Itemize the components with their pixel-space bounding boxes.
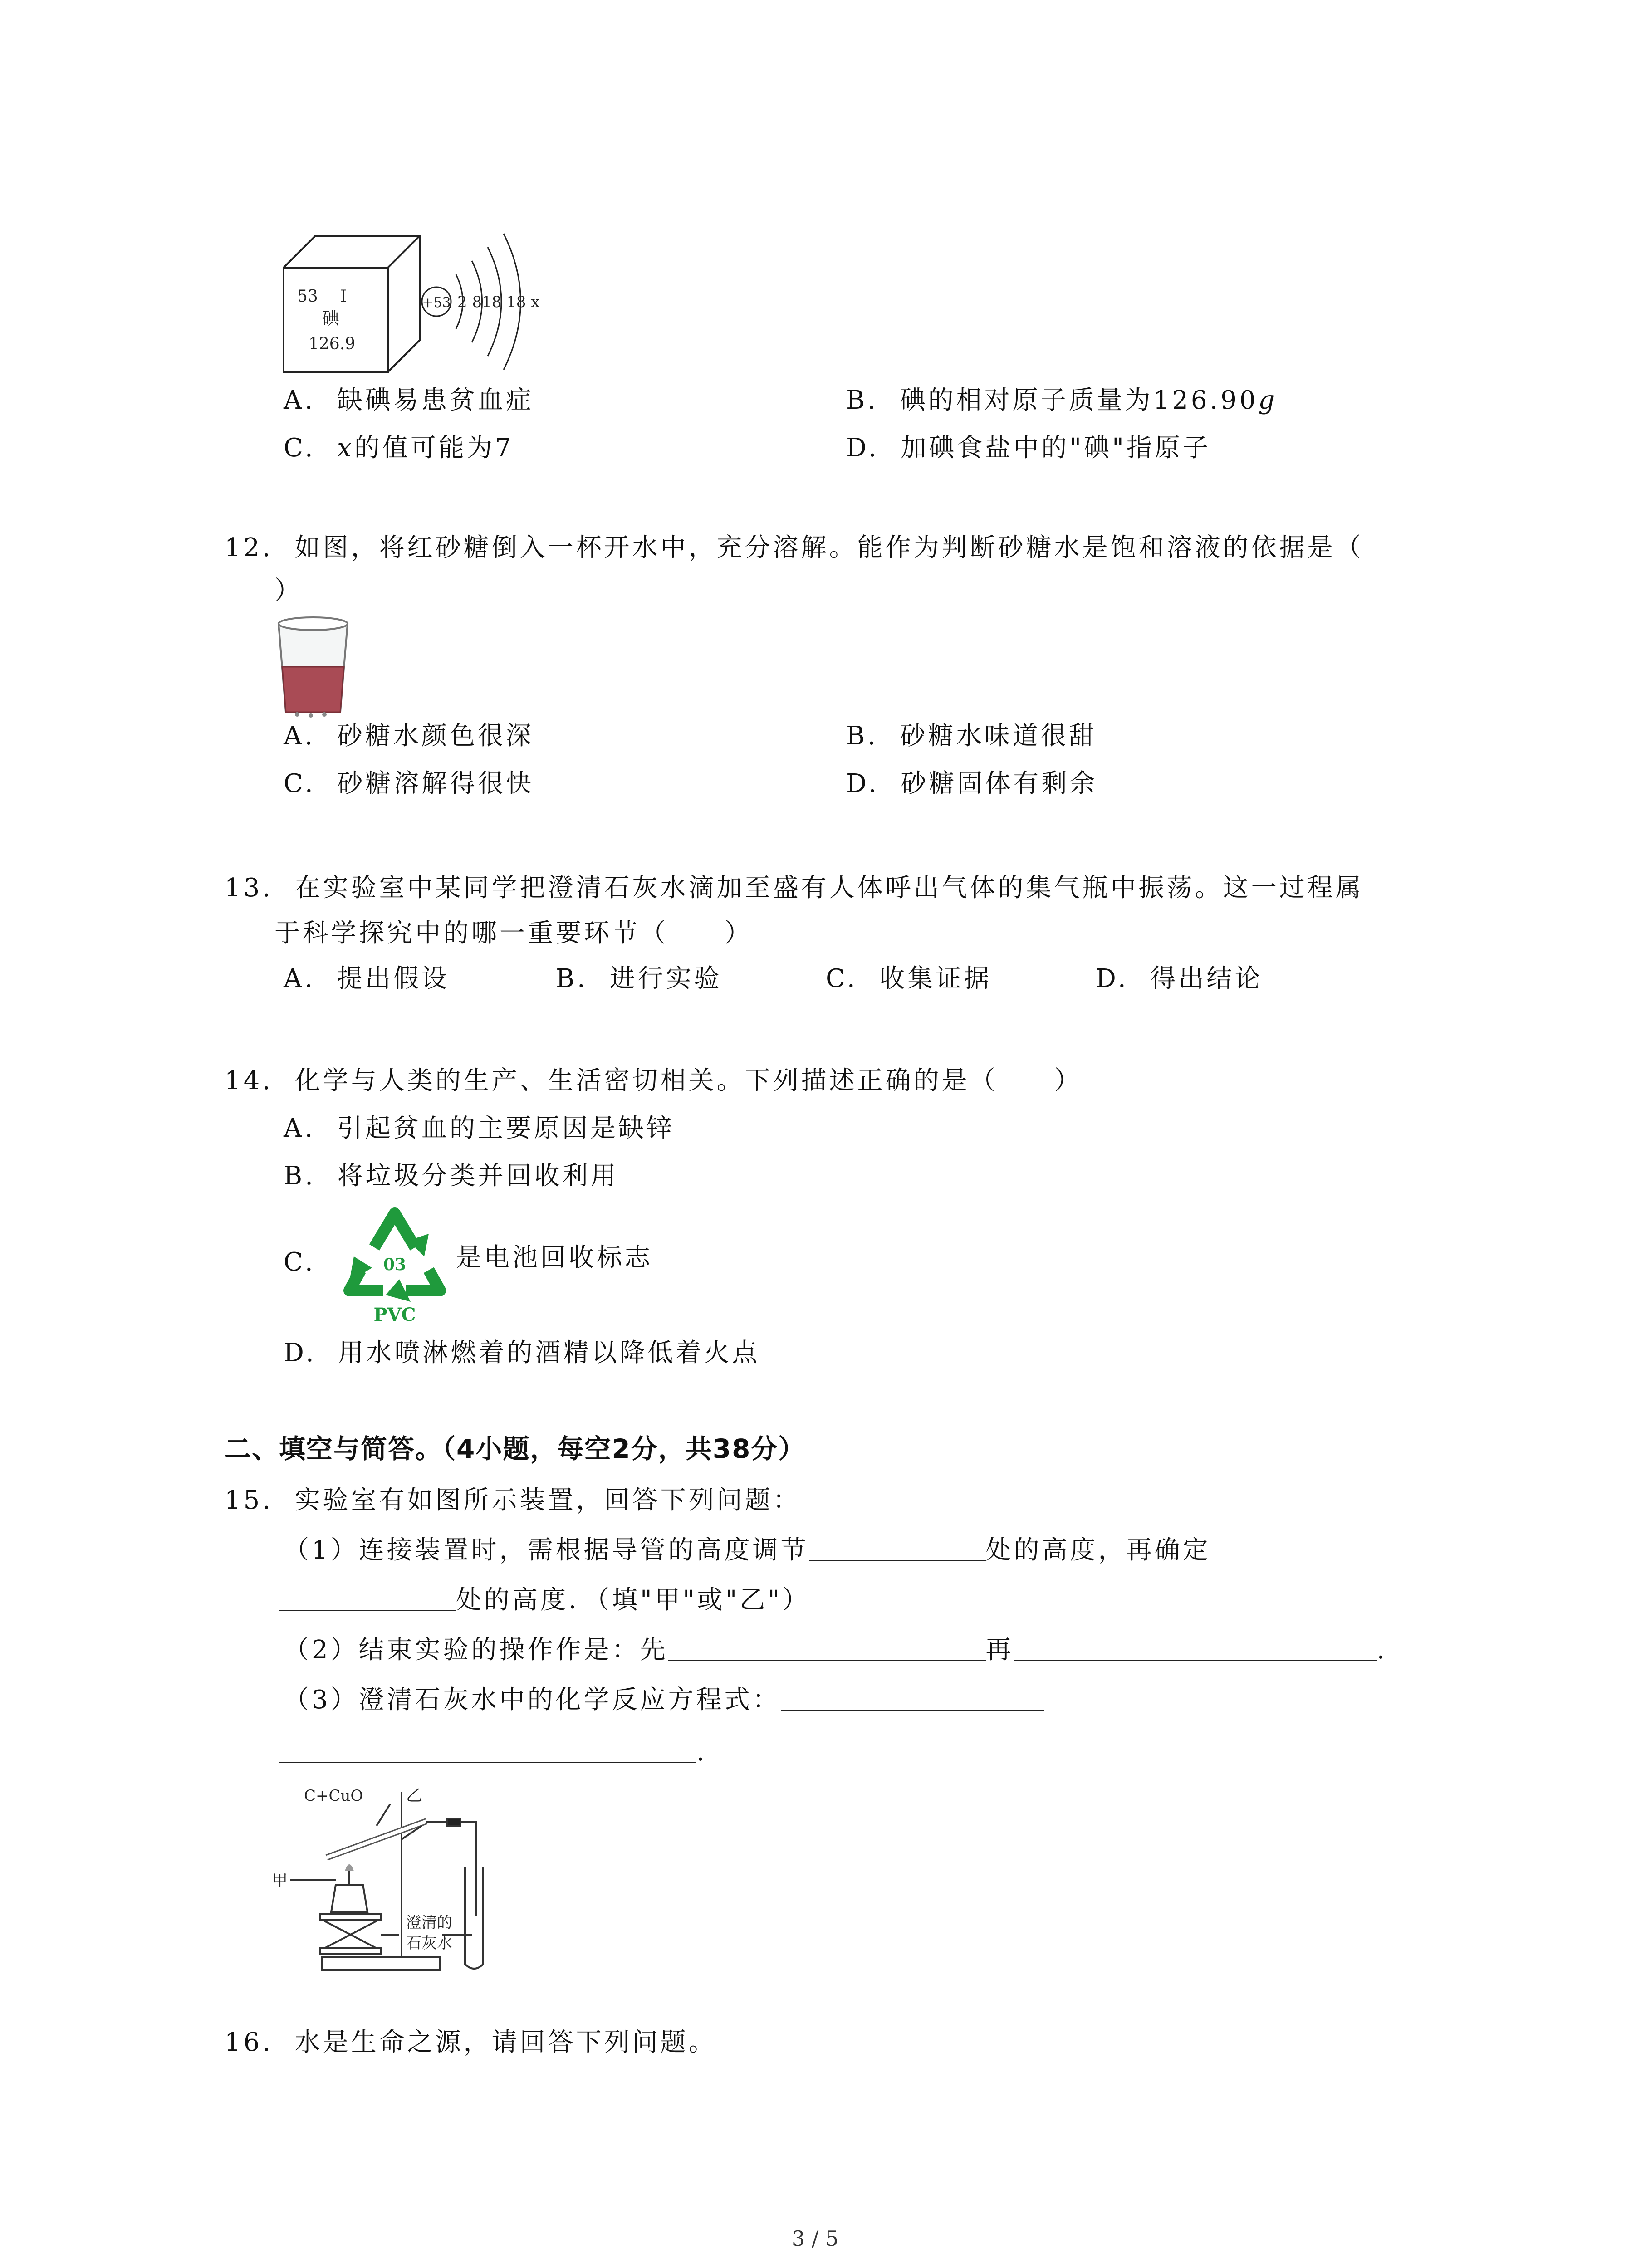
section-2-title: 二、填空与简答。（4小题，每空2分，共38分）	[225, 1433, 806, 1464]
q15-number: 15.	[225, 1486, 274, 1515]
q11-option-d[interactable]: D. 加碘食盐中的"碘"指原子	[846, 433, 1211, 463]
alcohol-lamp	[331, 1871, 367, 1912]
test-tube	[465, 1867, 483, 1969]
recycle-label: PVC	[373, 1304, 416, 1325]
q14-option-c-text: 是电池回收标志	[456, 1243, 653, 1272]
element-name: 碘	[322, 308, 340, 328]
q15-blank-3[interactable]	[668, 1638, 986, 1661]
q16-stem: 16. 水是生命之源，请回答下列问题。	[225, 2028, 717, 2057]
figure-limewater-1: 澄清的	[406, 1914, 452, 1932]
q15-part1-line2: 处的高度．（填"甲"或"乙"）	[279, 1588, 810, 1613]
q15-stem: 15. 实验室有如图所示装置，回答下列问题：	[225, 1486, 801, 1515]
q13-option-a[interactable]: A. 提出假设	[284, 964, 450, 993]
q14-option-d[interactable]: D. 用水喷淋燃着的酒精以降低着火点	[284, 1338, 760, 1368]
q11-option-b[interactable]: B. 碘的相对原子质量为126.90g	[846, 386, 1278, 415]
q12-stem-end: ）	[274, 576, 303, 606]
element-symbol: I	[340, 287, 347, 306]
q15-blank-6[interactable]	[279, 1740, 696, 1763]
lift-jack	[320, 1914, 399, 1954]
nucleus-charge: +53	[422, 295, 451, 311]
electron-shells: 2 818 18 x	[457, 293, 540, 311]
q11-option-c[interactable]: C. x的值可能为7	[284, 433, 514, 463]
q14-option-b[interactable]: B. 将垃圾分类并回收利用	[284, 1161, 619, 1191]
q13-option-b[interactable]: B. 进行实验	[556, 964, 722, 993]
delivery-tube	[426, 1822, 476, 1916]
tube-connector	[447, 1818, 460, 1826]
q12-number: 12.	[225, 533, 274, 562]
q14-option-a[interactable]: A. 引起贫血的主要原因是缺锌	[284, 1114, 675, 1143]
flame-icon	[345, 1864, 354, 1871]
iodine-figure	[277, 218, 558, 381]
element-mass: 126.9	[309, 335, 356, 353]
q15-part3: （3）澄清石灰水中的化学反应方程式：	[284, 1687, 1044, 1713]
label-leader-c-cuo	[377, 1804, 390, 1826]
q12-option-b[interactable]: B. 砂糖水味道很甜	[846, 721, 1097, 751]
recycle-pvc-icon	[331, 1198, 458, 1334]
figure-reactants: C+CuO	[304, 1787, 363, 1805]
q13-number: 13.	[225, 873, 274, 903]
q15-part3-line2: .	[279, 1740, 707, 1765]
q16-number: 16.	[225, 2028, 274, 2057]
stand-base	[322, 1957, 440, 1970]
q15-part1-line1: （1）连接装置时，需根据导管的高度调节 处的高度，再确定	[284, 1535, 1211, 1565]
q11-option-a[interactable]: A. 缺碘易患贫血症	[284, 386, 534, 415]
q12-option-a[interactable]: A. 砂糖水颜色很深	[284, 721, 534, 751]
apparatus-figure	[272, 1780, 544, 1975]
q12-option-d[interactable]: D. 砂糖固体有剩余	[846, 769, 1098, 798]
element-number: 53	[297, 287, 318, 306]
figure-limewater-2: 石灰水	[406, 1934, 452, 1952]
q12-option-c[interactable]: C. 砂糖溶解得很快	[284, 769, 534, 798]
q15-blank-2[interactable]	[279, 1588, 456, 1611]
q15-blank-5[interactable]	[781, 1688, 1044, 1711]
figure-label-jia: 甲	[272, 1872, 288, 1890]
q13-stem-line2: 于科学探究中的哪一重要环节（ ）	[274, 919, 753, 948]
q14-stem: 14. 化学与人类的生产、生活密切相关。下列描述正确的是（ ）	[225, 1066, 1083, 1095]
q15-blank-4[interactable]	[1014, 1638, 1377, 1661]
figure-label-yi: 乙	[406, 1786, 423, 1805]
q15-part2: （2）结束实验的操作作是：先 再 .	[284, 1635, 1388, 1665]
page-number: 3 / 5	[792, 2226, 839, 2251]
q13-option-d[interactable]: D. 得出结论	[1096, 964, 1263, 993]
q13-stem-line1: 13. 在实验室中某同学把澄清石灰水滴加至盛有人体呼出气体的集气瓶中振荡。这一过程属	[225, 873, 1364, 903]
q12-stem: 12. 如图，将红砂糖倒入一杯开水中，充分溶解。能作为判断砂糖水是饱和溶液的依据是（	[225, 533, 1364, 562]
q14-option-c-letter[interactable]: C.	[284, 1247, 316, 1277]
recycle-code: 03	[383, 1255, 407, 1274]
q14-number: 14.	[225, 1066, 274, 1095]
q13-option-c[interactable]: C. 收集证据	[826, 964, 992, 993]
sugar-water-cup	[272, 615, 354, 719]
q15-blank-1[interactable]	[809, 1538, 986, 1561]
